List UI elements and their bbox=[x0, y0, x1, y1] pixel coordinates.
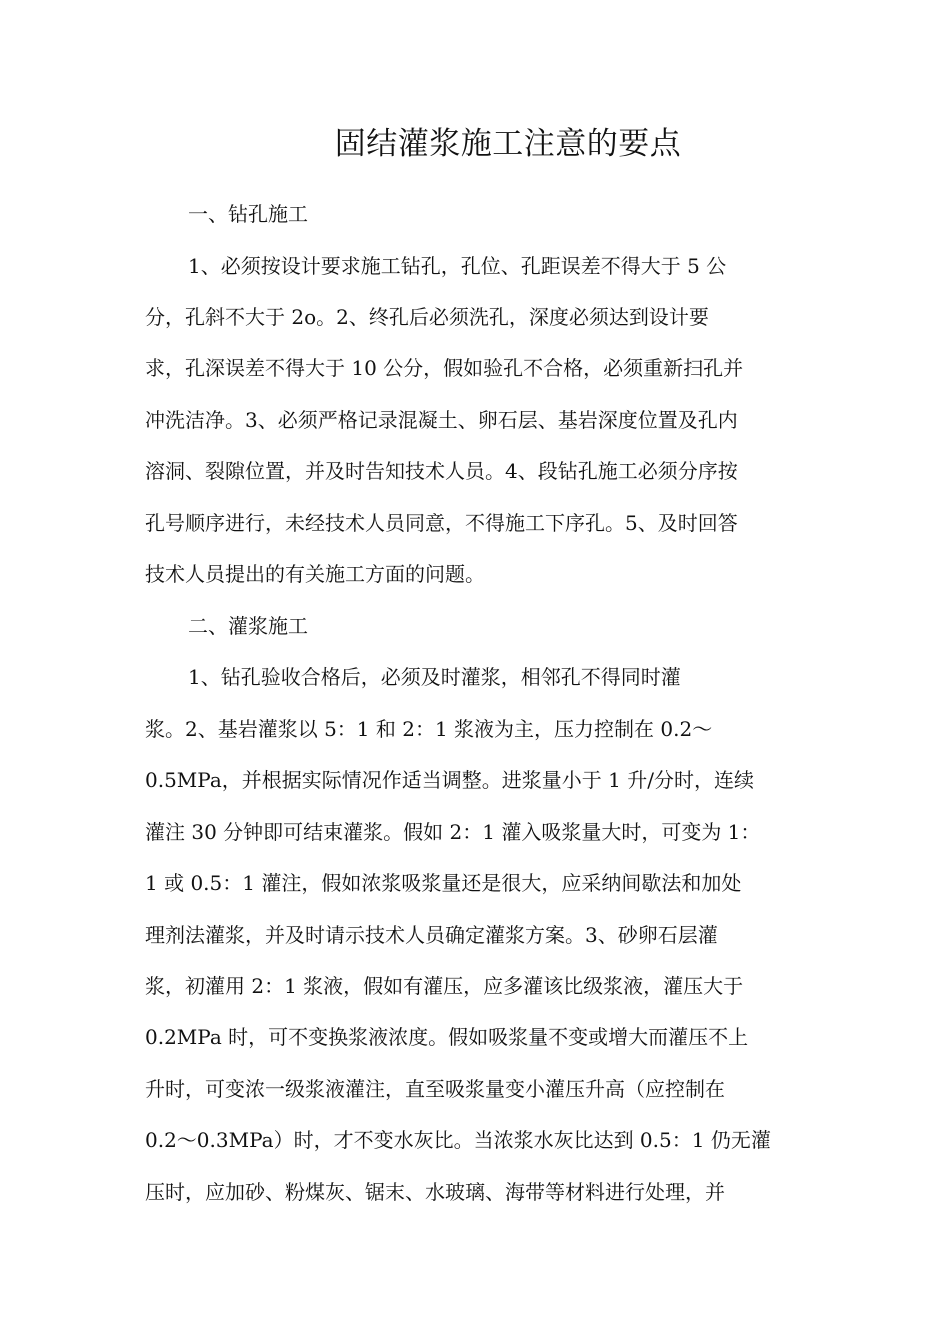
paragraph-line: 浆。2、基岩灌浆以 5：1 和 2：1 浆液为主，压力控制在 0.2～ bbox=[145, 717, 713, 741]
paragraph-line: 溶洞、裂隙位置，并及时告知技术人员。4、段钻孔施工必须分序按 bbox=[145, 459, 738, 483]
paragraph-line: 浆，初灌用 2：1 浆液，假如有灌压，应多灌该比级浆液，灌压大于 bbox=[145, 974, 744, 998]
paragraph-line: 0.2MPa 时，可不变换浆液浓度。假如吸浆量不变或增大而灌压不上 bbox=[145, 1025, 749, 1049]
paragraph-line: 灌注 30 分钟即可结束灌浆。假如 2：1 灌入吸浆量大时，可变为 1： bbox=[145, 820, 761, 844]
document-title: 固结灌浆施工注意的要点 bbox=[334, 126, 682, 162]
paragraph-line: 理剂法灌浆，并及时请示技术人员确定灌浆方案。3、砂卵石层灌 bbox=[145, 923, 718, 947]
paragraph-line: 技术人员提出的有关施工方面的问题。 bbox=[145, 562, 485, 586]
paragraph-line: 0.5MPa，并根据实际情况作适当调整。进浆量小于 1 升/分时，连续 bbox=[145, 768, 754, 792]
paragraph-line: 0.2～0.3MPa）时，才不变水灰比。当浓浆水灰比达到 0.5：1 仍无灌 bbox=[145, 1128, 771, 1152]
paragraph-line: 压时，应加砂、粉煤灰、锯末、水玻璃、海带等材料进行处理，并 bbox=[145, 1180, 725, 1204]
paragraph-line: 孔号顺序进行，未经技术人员同意，不得施工下序孔。5、及时回答 bbox=[145, 511, 738, 535]
section-heading-drilling: 一、钻孔施工 bbox=[188, 202, 308, 226]
paragraph-line: 1、必须按设计要求施工钻孔，孔位、孔距误差不得大于 5 公 bbox=[188, 254, 727, 278]
section-heading-grouting: 二、灌浆施工 bbox=[188, 614, 308, 638]
paragraph-line: 升时，可变浓一级浆液灌注，直至吸浆量变小灌压升高（应控制在 bbox=[145, 1077, 725, 1101]
paragraph-line: 分，孔斜不大于 2o。2、终孔后必须洗孔，深度必须达到设计要 bbox=[145, 305, 709, 329]
paragraph-line: 冲洗洁净。3、必须严格记录混凝土、卵石层、基岩深度位置及孔内 bbox=[145, 408, 738, 432]
paragraph-line: 1 或 0.5：1 灌注，假如浓浆吸浆量还是很大，应采纳间歇法和加处 bbox=[145, 871, 742, 895]
paragraph-line: 1、钻孔验收合格后，必须及时灌浆，相邻孔不得同时灌 bbox=[188, 665, 681, 689]
paragraph-line: 求，孔深误差不得大于 10 公分，假如验孔不合格，必须重新扫孔并 bbox=[145, 356, 744, 380]
